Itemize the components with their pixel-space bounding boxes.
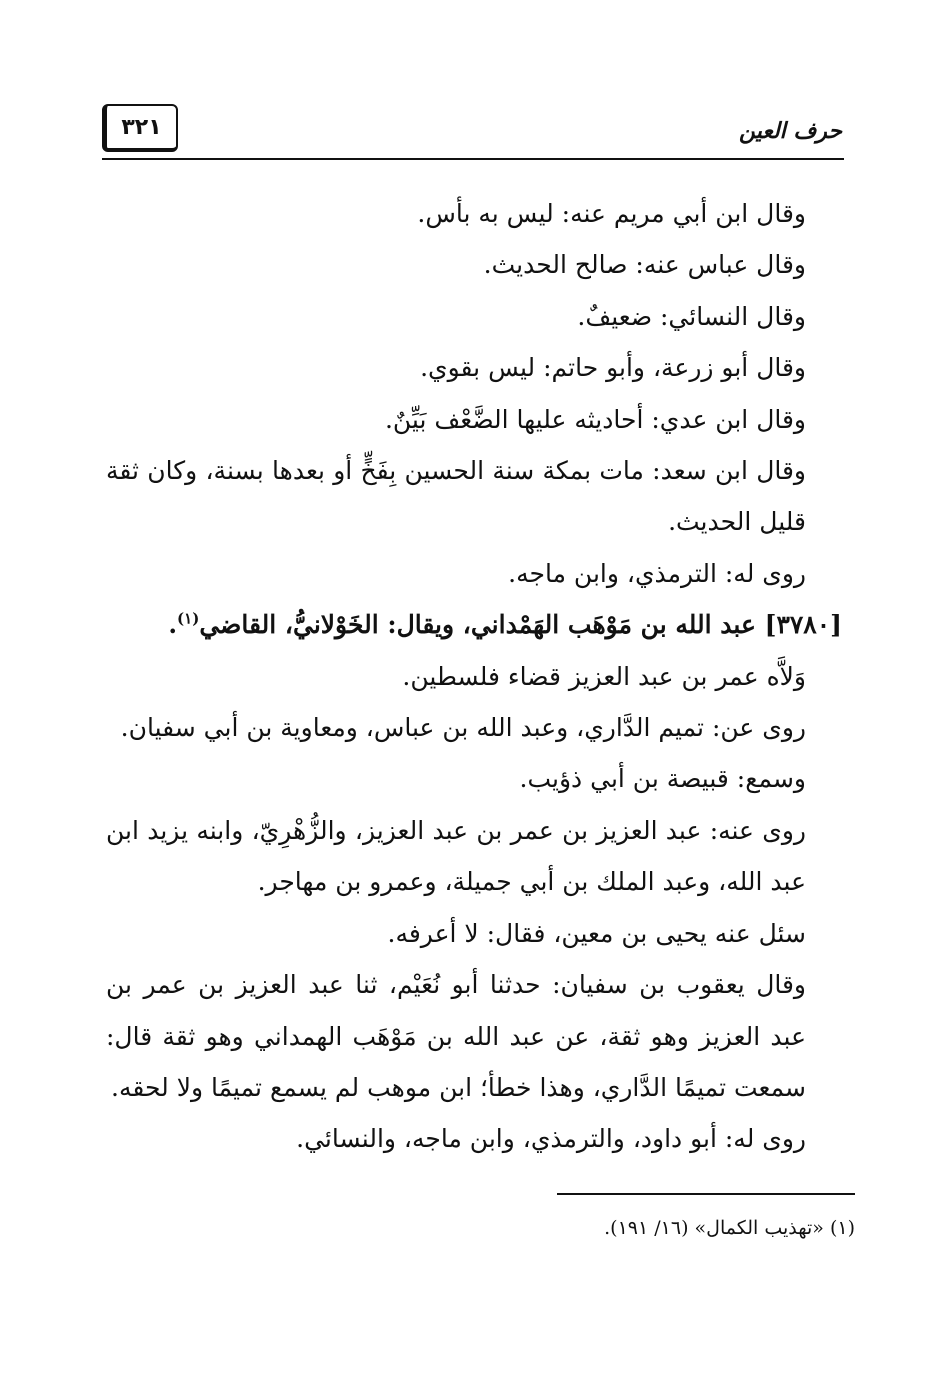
header-rule [102,158,844,160]
footnote-rule [557,1193,855,1195]
text-paragraph: وقال يعقوب بن سفيان: حدثنا أبو نُعَيْم، ثنا عبد العزيز بن عمر بن عبد العزيز وهو ثقة، عن عبد الله بن مَوْهَب الهمداني وهو ثقة قال: سمعت تميمًا الدَّاري، وهذا خطأ؛ ابن موهب لم يسمع تميمًا ولا لحقه. [106,970,806,1102]
page-header [102,104,844,160]
text-line: وقال ابن عدي: أحاديثه عليها الضَّعْف بَيِّنٌ. [384,404,806,434]
text-line: روى عن: تميم الدَّاري، وعبد الله بن عباس، ومعاوية بن أبي سفيان. [120,713,806,743]
text-paragraph: وقال ابن سعد: مات بمكة سنة الحسين بِفَخٍّ أو بعدها بسنة، وكان ثقة قليل الحديث. [106,456,806,537]
text-line: روى له: الترمذي، وابن ماجه. [508,558,806,588]
footnote: (١) «تهذيب الكمال» (١٦/ ١٩١). [604,1217,855,1239]
main-text [106,188,842,1165]
entry-heading-text: [٣٧٨٠] عبد الله بن مَوْهَب الهَمْداني، ويقال: الخَوْلانيُّ، القاضي [199,610,842,640]
text-line: وقال النسائي: ضعيفٌ. [577,301,806,331]
page-number-box [102,104,178,152]
footnote-reference: (١) [177,609,200,628]
page-number: ٣٢١ [121,114,162,140]
text-line: وَلاَّه عمر بن عبد العزيز قضاء فلسطين. [402,661,806,691]
text-paragraph: روى عنه: عبد العزيز بن عمر بن عبد العزيز، والزُّهْرِيّ، وابنه يزيد ابن عبد الله، وعبد الملك بن أبي جميلة، وعمرو بن مهاجر. [106,815,806,897]
entry-heading [106,599,842,650]
text-line: وقال عباس عنه: صالح الحديث. [483,250,806,280]
text-line: سئل عنه يحيى بن معين، فقال: لا أعرفه. [387,918,806,948]
text-line: روى له: أبو داود، والترمذي، وابن ماجه، والنسائي. [296,1124,806,1154]
text-line: وقال ابن أبي مريم عنه: ليس به بأس. [417,199,806,228]
entry-heading-end: . [168,610,178,640]
text-line: وقال أبو زرعة، وأبو حاتم: ليس بقوي. [420,353,806,383]
text-line: وسمع: قبيصة بن أبي ذؤيب. [519,764,806,794]
running-title: حرف العين [738,118,842,144]
